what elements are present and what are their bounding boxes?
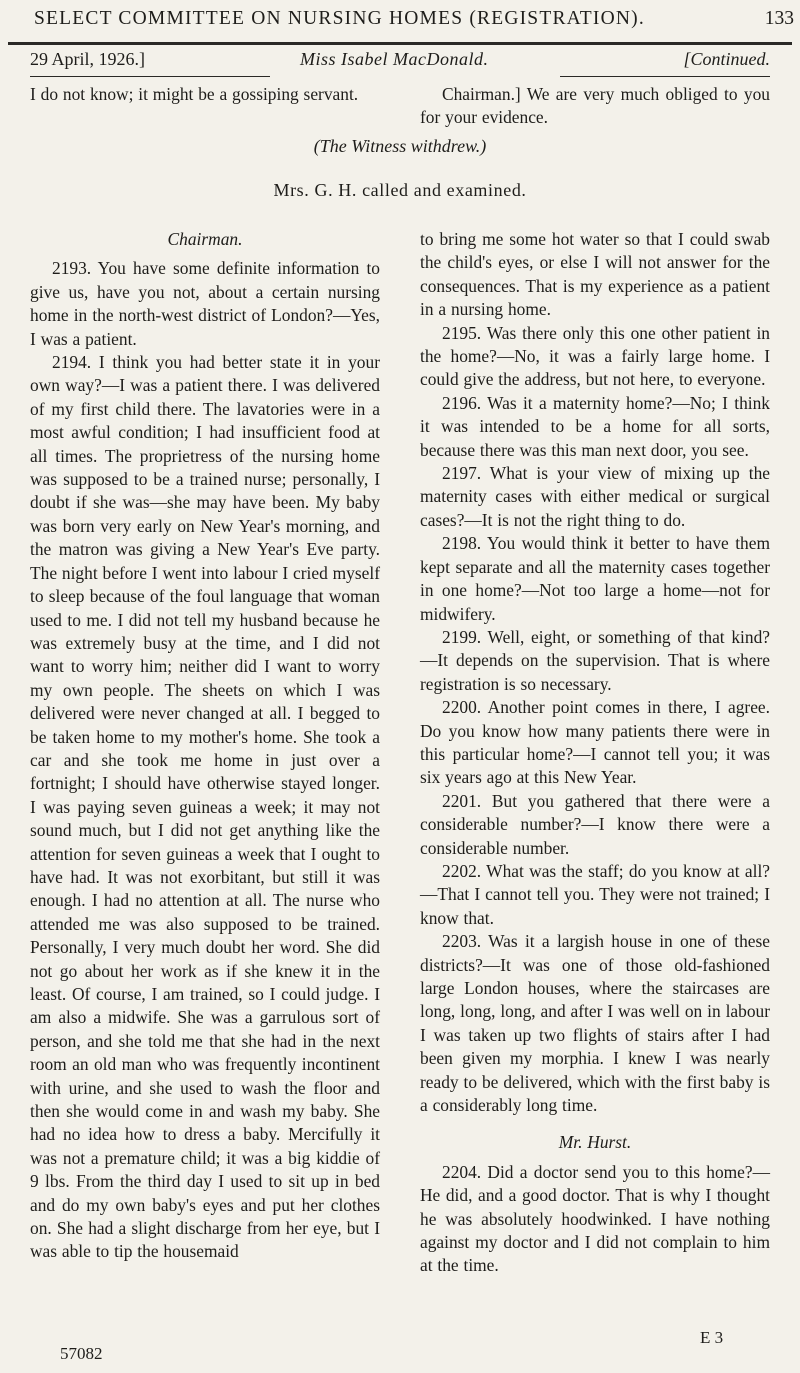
question-2200: 2200. Another point comes in there, I agree. Do you know how many patients there were in this particular home?—I cannot tell you; it was six years ago at this New Year. — [420, 697, 770, 788]
chairman-remark: Chairman.] We are very much obliged to you for your evidence. — [420, 84, 770, 128]
top-left-text — [30, 83, 380, 106]
question-2193: 2193. You have some definite information to give us, have you not, about a certain nursing home in the north-west district of London?—Yes, I was a patient. — [30, 258, 380, 349]
question-2203: 2203. Was it a largish house in one of these districts?—It was one of those old-fashioned large London houses, where the staircases are long, long, long, and after I was well on in labour I was taken up two flights of stairs after I had been given my morphia. I knew I was nearly ready to be delivered, which with the first baby is a considerably long time. — [420, 931, 770, 1116]
answer-continued: to bring me some hot water so that I could swab the child's eyes, or else I will not answer for the consequences. That is my experience as a patient in a nursing home. — [420, 229, 770, 320]
left-column — [30, 228, 380, 1264]
question-2201: 2201. But you gathered that there were a considerable number?—I know there were a considerable number. — [420, 790, 770, 858]
question-2204: 2204. Did a doctor send you to this home?—He did, and a good doctor. That is why I thought he was absolutely hoodwinked. I have nothing against my doctor and I did not complain to him at the time. — [420, 1161, 770, 1276]
left-footer-number: 57082 — [60, 1344, 103, 1363]
answer-continuation: I do not know; it might be a gossiping servant. — [30, 84, 359, 104]
header-rule — [8, 42, 792, 45]
continued-label: [Continued. — [683, 49, 770, 69]
witness-withdrew: (The Witness withdrew.) — [313, 136, 487, 156]
speaker-mr-hurst: Mr. Hurst. — [558, 1132, 632, 1153]
subhead-rule-left — [30, 76, 270, 77]
question-2194: 2194. I think you had better state it in your own way?—I was a patient there. I was delivered of my first child there. The lavatories were in a most awful condition; I had insufficient food at all times. The proprietress of the nursing home was supposed to be a trained nurse; personally, I doubt if she was—she may have been. My baby was born very early on New Year's morning, and the matron was giving a New Year's Eve party. The night before I went into labour I cried myself to sleep because of the foul language that woman used to me. I did not tell my husband because he was extremely busy at the time, and I did not want to worry him; neither did I want to worry my own people. The sheets on which I was delivered were never changed at all. I begged to be taken home to my mother's home. She took a car and she took me home in just over a fortnight; I should have otherwise stayed longer. I was paying seven guineas a week; it may not sound much, but I did not get anything like the attention for seven guineas a week that I ought to have had. It was not exorbitant, but still it was enough. I had no attention at all. The nurse who attended me was also supposed to be trained. Personally, I very much doubt her word. She did not go about her work as if she knew it in the least. Of course, I am trained, so I could judge. I am also a midwife. She was a garrulous sort of person, and she told me that she had in the next room an old man who was frequently incontinent with urine, and she used to wash the floor and then she would come in and wash my baby. She had no idea how to dress a baby. Mercifully it was not a premature child; it was a big kiddie of 9 lbs. From the third day I used to sit up in bed and do my own baby's eyes and put her clothes on. She had a slight discharge from her eye, but I was able to tip the housemaid — [30, 352, 380, 1262]
question-2202: 2202. What was the staff; do you know at all?—That I cannot tell you. They were not trained; I know that. — [420, 860, 770, 928]
hearing-date: 29 April, 1926.] — [30, 49, 145, 69]
subhead-rule-right — [560, 76, 770, 77]
committee-title: SELECT COMMITTEE ON NURSING HOMES (REGISTRATION). — [34, 8, 645, 29]
witness-called: Mrs. G. H. called and examined. — [273, 180, 527, 200]
question-2195: 2195. Was there only this one other patient in the home?—No, it was a fairly large home. I could give the address, but not here, to everyone. — [420, 322, 770, 390]
running-head — [34, 8, 794, 30]
right-column — [420, 228, 770, 1278]
witness-name: Miss Isabel MacDonald. — [300, 49, 489, 69]
page-number: 133 — [764, 8, 794, 29]
speaker-chairman: Chairman. — [167, 229, 243, 249]
question-2197: 2197. What is your view of mixing up the maternity cases with either medical or surgical cases?—It is not the right thing to do. — [420, 463, 770, 530]
right-footer-signature: E 3 — [700, 1328, 724, 1347]
sub-header — [30, 49, 770, 75]
question-2196: 2196. Was it a maternity home?—No; I think it was intended to be a home for all sorts, because there was this man next door, you see. — [420, 392, 770, 460]
question-2198: 2198. You would think it better to have them kept separate and all the maternity cases together in one home?—Not too large a home—not for midwifery. — [420, 533, 770, 624]
top-right-text — [420, 83, 770, 130]
question-2199: 2199. Well, eight, or something of that kind?—It depends on the supervision. That is where registration is so necessary. — [420, 626, 770, 694]
